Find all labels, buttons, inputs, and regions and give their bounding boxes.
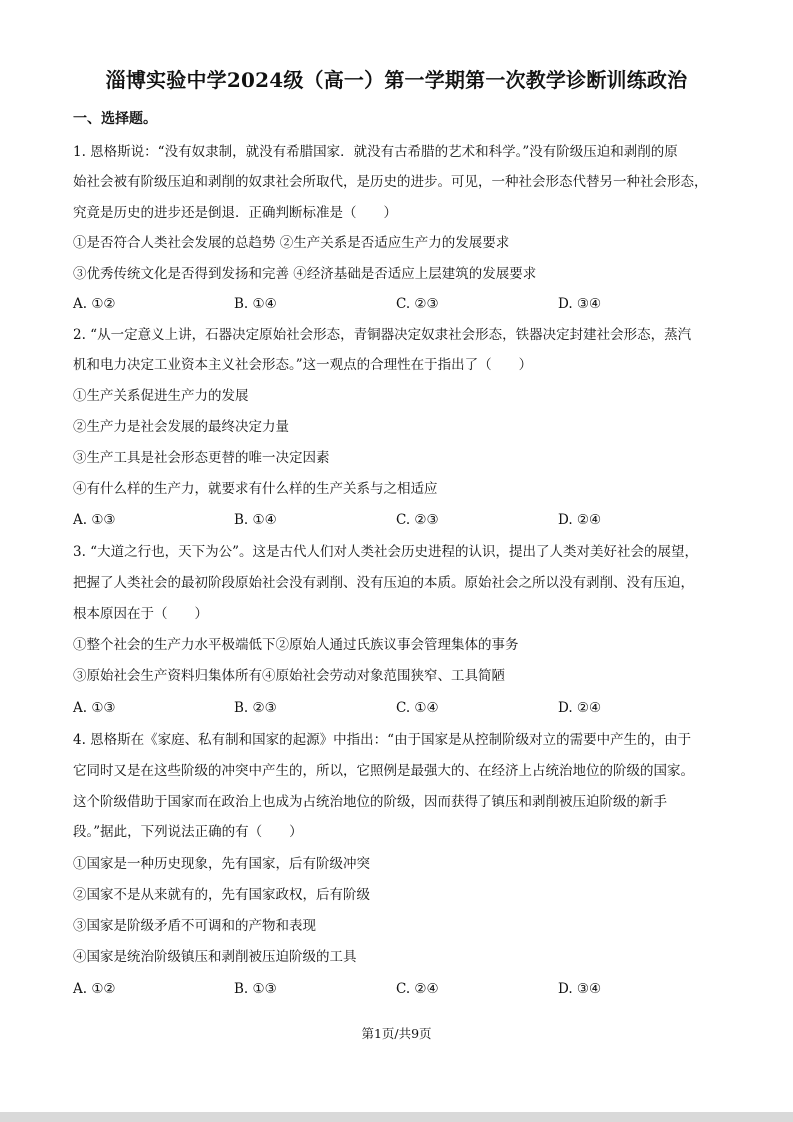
question-4-choice-line-1: ①国家是一种历史现象，先有国家，后有阶级冲突 [73,856,370,872]
question-1-choice-line-2: ③优秀传统文化是否得到发扬和完善 ④经济基础是否适应上层建筑的发展要求 [73,266,537,282]
question-1-option-c: C. ②③ [396,296,439,312]
question-4-line-3: 这个阶级借助于国家而在政治上也成为占统治地位的阶级，因而获得了镇压和剥削被压迫阶级的新手 [73,794,667,810]
question-3-choice-line-1: ①整个社会的生产力水平极端低下②原始人通过氏族议事会管理集体的事务 [73,637,519,653]
question-1-choice-line-1: ①是否符合人类社会发展的总趋势 ②生产关系是否适应生产力的发展要求 [73,235,510,251]
page-bottom-divider [0,1112,793,1122]
question-3-line-3: 根本原因在于（ ） [73,606,208,622]
question-4-line-1: 4. 恩格斯在《家庭、私有制和国家的起源》中指出：“由于国家是从控制阶级对立的需要中产生的，由于 [73,732,692,748]
question-2-option-b: B. ①④ [234,512,277,528]
question-2-option-d: D. ②④ [558,512,602,528]
question-4-choice-line-2: ②国家不是从来就有的，先有国家政权，后有阶级 [73,887,370,903]
question-2-choice-line-2: ②生产力是社会发展的最终决定力量 [73,419,289,435]
page-number-footer: 第1页/共9页 [361,1026,432,1041]
question-1-options [73,294,733,314]
question-2-choice-line-1: ①生产关系促进生产力的发展 [73,388,249,404]
question-1-option-b: B. ①④ [234,296,277,312]
question-1-line-3: 究竟是历史的进步还是倒退．正确判断标准是（ ） [73,205,397,221]
question-2-choice-line-4: ④有什么样的生产力，就要求有什么样的生产关系与之相适应 [73,481,438,497]
section-heading: 一、选择题。 [73,111,157,127]
question-4-choice-line-4: ④国家是统治阶级镇压和剥削被压迫阶级的工具 [73,949,357,965]
question-2-line-1: 2. “从一定意义上讲，石器决定原始社会形态，青铜器决定奴隶社会形态，铁器决定封建社会形态，蒸汽 [73,327,692,343]
question-1-option-d: D. ③④ [558,296,602,312]
question-1-line-1: 1. 恩格斯说：“没有奴隶制，就没有希腊国家．就没有古希腊的艺术和科学。”没有阶级压迫和剥削的原 [73,144,678,160]
question-2-option-c: C. ②③ [396,512,439,528]
question-1-line-2: 始社会被有阶级压迫和剥削的奴隶社会所取代，是历史的进步。可见，一种社会形态代替另一种社会形态， [73,174,708,190]
question-2-choice-line-3: ③生产工具是社会形态更替的唯一决定因素 [73,450,330,466]
question-1-option-a: A. ①② [73,296,116,312]
question-4-choice-line-3: ③国家是阶级矛盾不可调和的产物和表现 [73,918,316,934]
question-3-options [73,698,733,718]
question-4-option-c: C. ②④ [396,981,439,997]
question-3-option-c: C. ①④ [396,700,439,716]
question-2-options [73,510,733,530]
question-4-option-a: A. ①② [73,981,116,997]
question-3-choice-line-2: ③原始社会生产资料归集体所有④原始社会劳动对象范围狭窄、工具简陋 [73,668,505,684]
question-3-option-b: B. ②③ [234,700,277,716]
question-4-option-d: D. ③④ [558,981,602,997]
question-2-line-2: 机和电力决定工业资本主义社会形态。”这一观点的合理性在于指出了（ ） [73,357,533,373]
question-3-option-a: A. ①③ [73,700,116,716]
question-3-line-1: 3. “大道之行也，天下为公”。这是古代人们对人类社会历史进程的认识，提出了人类对美好社会的展望， [73,544,698,560]
question-4-line-4: 段。”据此，下列说法正确的有（ ） [73,824,303,840]
question-2-option-a: A. ①③ [73,512,116,528]
page-title: 淄博实验中学2024级（高一）第一学期第一次教学诊断训练政治 [105,68,688,92]
question-3-option-d: D. ②④ [558,700,602,716]
question-4-line-2: 它同时又是在这些阶级的冲突中产生的，所以，它照例是最强大的、在经济上占统治地位的阶级的国家。 [73,763,694,779]
question-3-line-2: 把握了人类社会的最初阶段原始社会没有剥削、没有压迫的本质。原始社会之所以没有剥削、没有压迫， [73,575,694,591]
question-4-option-b: B. ①③ [234,981,277,997]
question-4-options [73,979,733,999]
